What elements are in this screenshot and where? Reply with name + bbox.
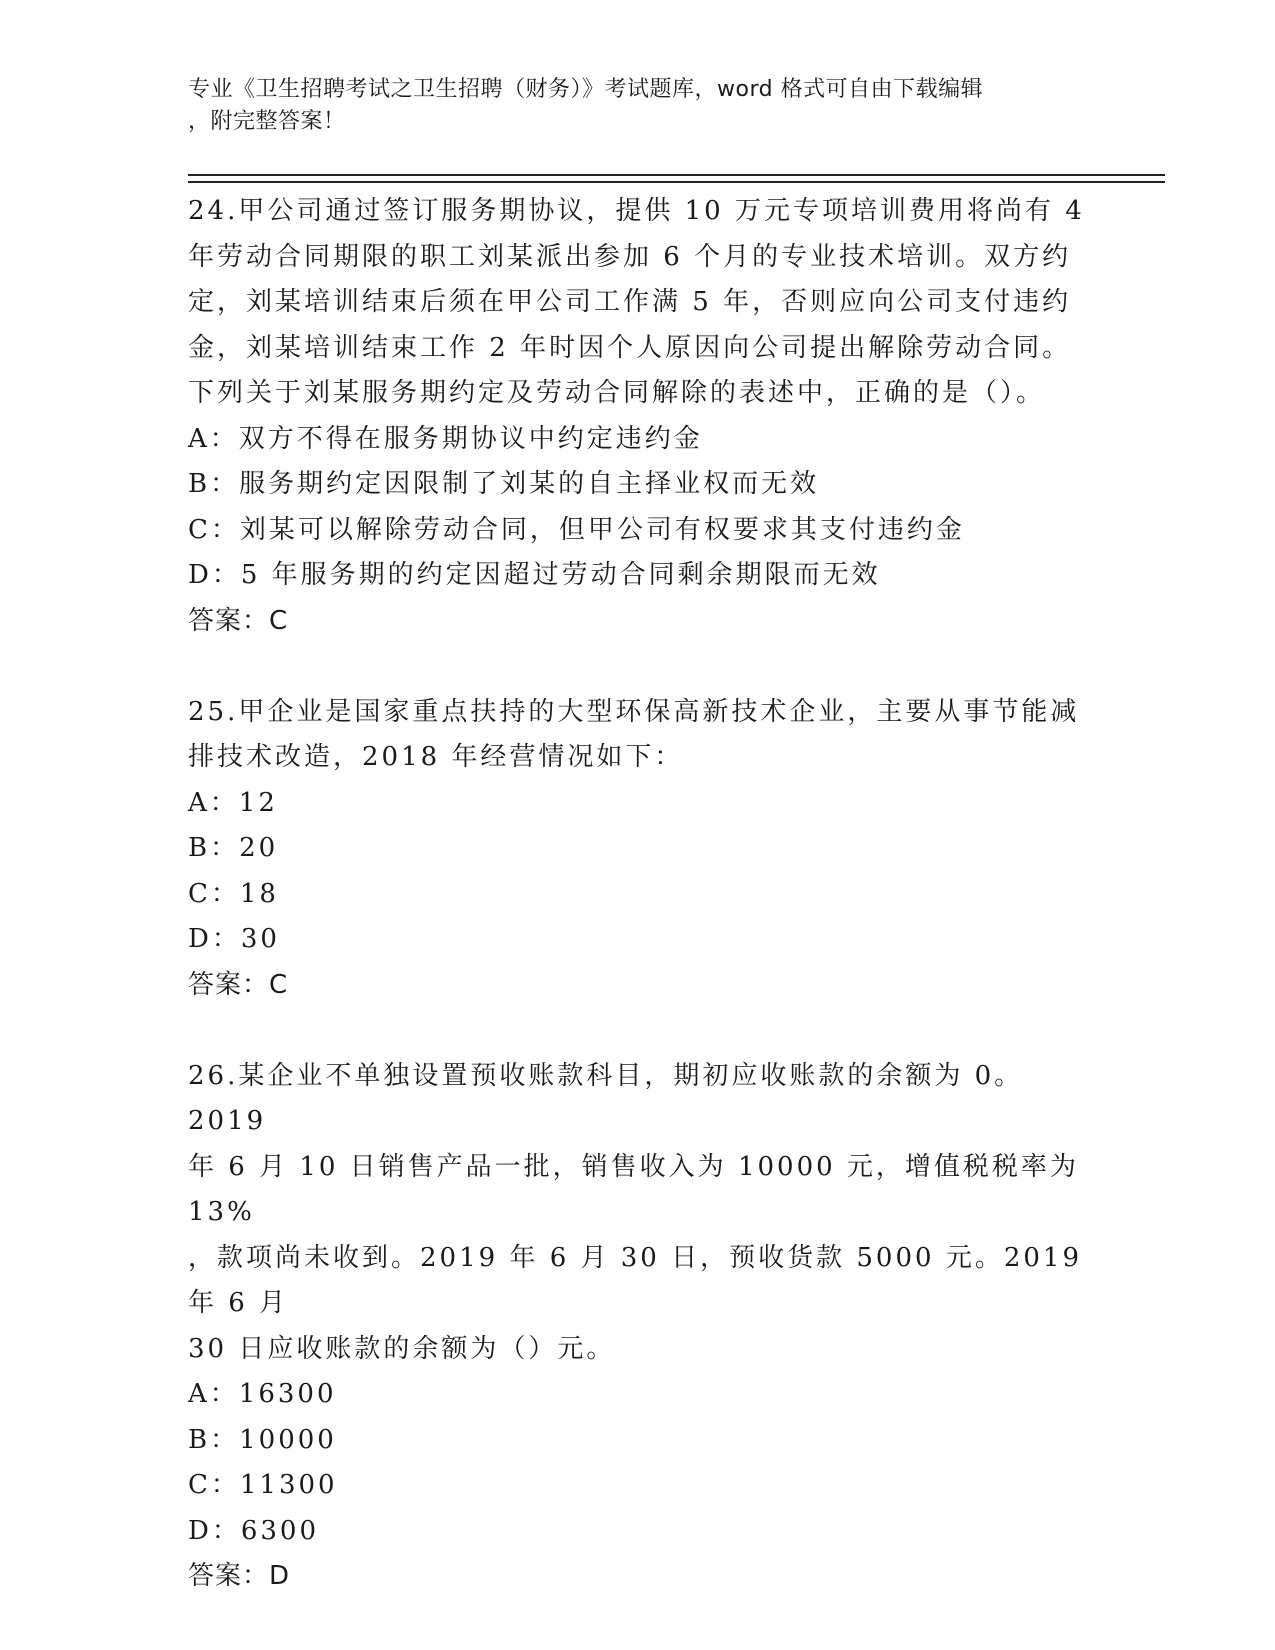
- option-c: C：刘某可以解除劳动合同，但甲公司有权要求其支付违约金: [188, 514, 965, 545]
- header-divider-top: [188, 174, 1165, 176]
- stem-line: 金，刘某培训结束工作 2 年时因个人原因向公司提出解除劳动合同。: [188, 332, 1072, 363]
- option-c: C：18: [188, 878, 279, 909]
- stem-line: 30 日应收账款的余额为（）元。: [188, 1333, 616, 1364]
- answer: 答案：C: [188, 969, 289, 1000]
- question-stem: [188, 1054, 1088, 1373]
- stem-line: 定，刘某培训结束后须在甲公司工作满 5 年，否则应向公司支付违约: [188, 287, 1072, 317]
- option-d: D：30: [188, 924, 280, 954]
- spacer: [188, 644, 1088, 690]
- header-line-2: ，附完整答案！: [188, 109, 346, 134]
- question-25: [188, 690, 1088, 1009]
- option-b: B：服务期约定因限制了刘某的自主择业权而无效: [188, 469, 820, 499]
- header-line-1: 专业《卫生招聘考试之卫生招聘（财务）》考试题库，word 格式可自由下载编辑: [188, 77, 984, 102]
- stem-line: 26.某企业不单独设置预收账款科目，期初应收账款的余额为 0。2019: [188, 1060, 1024, 1136]
- stem-line: 下列关于刘某服务期约定及劳动合同解除的表述中，正确的是（）。: [188, 378, 1046, 408]
- stem-line: 排技术改造，2018 年经营情况如下：: [188, 742, 684, 772]
- option-b: B：20: [188, 833, 279, 863]
- stem-line: 年 6 月 10 日销售产品一批，销售收入为 10000 元，增值税税率为 13%: [188, 1151, 1079, 1227]
- option-a: A：16300: [188, 1379, 337, 1409]
- option-d: D：6300: [188, 1515, 320, 1546]
- stem-line: ，款项尚未收到。2019 年 6 月 30 日，预收货款 5000 元。2019 年 6 月: [188, 1242, 1082, 1318]
- option-b: B：10000: [188, 1424, 337, 1455]
- stem-line: 24.甲公司通过签订服务期协议，提供 10 万元专项培训费用将尚有 4: [188, 196, 1085, 226]
- question-list: [188, 189, 1088, 1600]
- stem-line: 25.甲企业是国家重点扶持的大型环保高新技术企业，主要从事节能减: [188, 696, 1080, 727]
- question-24: [188, 189, 1088, 644]
- answer: 答案：C: [188, 605, 289, 636]
- option-d: D：5 年服务期的约定因超过劳动合同剩余期限而无效: [188, 560, 881, 590]
- header-divider-bottom: [188, 181, 1165, 183]
- question-stem: [188, 189, 1088, 417]
- question-26: [188, 1054, 1088, 1600]
- question-stem: [188, 690, 1088, 781]
- document-header: [188, 74, 1088, 138]
- option-c: C：11300: [188, 1470, 338, 1500]
- spacer: [188, 1008, 1088, 1054]
- answer: 答案：D: [188, 1561, 291, 1591]
- stem-line: 年劳动合同期限的职工刘某派出参加 6 个月的专业技术培训。双方约: [188, 241, 1072, 272]
- option-a: A：12: [188, 787, 278, 818]
- option-a: A：双方不得在服务期协议中约定违约金: [188, 423, 703, 454]
